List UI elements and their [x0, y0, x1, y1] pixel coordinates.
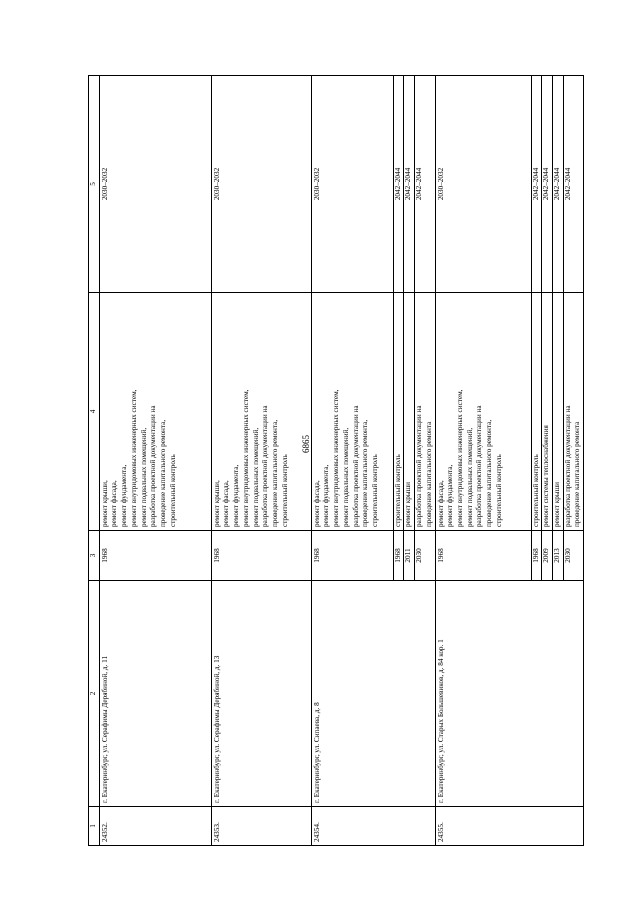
table-row	[435, 76, 531, 846]
works-cell	[435, 293, 531, 531]
column-header: 2	[89, 581, 100, 807]
work-item: ремонт фасада,	[110, 480, 119, 527]
address-cell: г. Екатеринбург, ул. Старых Большевиков, д. 84 кор. 1	[435, 581, 584, 807]
record-number: 24354.	[311, 807, 435, 846]
work-item: ремонт крыши,	[100, 480, 109, 527]
address-cell: г. Екатеринбург, ул. Серафимы Дерябиной, д. 13	[211, 581, 311, 807]
work-item: ремонт фундамента,	[120, 464, 129, 527]
header-row	[89, 76, 100, 846]
work-item: разработка проектной документации на	[261, 405, 270, 527]
period-cell: 2042–2044	[404, 76, 415, 293]
record-number: 24353.	[211, 807, 311, 846]
work-item: ремонт крыши	[553, 481, 562, 527]
period-cell: 2042–2044	[563, 76, 583, 293]
column-header: 1	[89, 807, 100, 846]
works-cell	[311, 293, 393, 531]
work-item: ремонт подвальных помещений,	[465, 427, 474, 527]
work-item: разработка проектной документации на	[149, 405, 158, 527]
year-cell: 2030	[563, 531, 583, 581]
period-cell: 2042–2044	[542, 76, 553, 293]
rotated-sheet	[88, 76, 588, 846]
column-header: 3	[89, 531, 100, 581]
works-cell	[542, 293, 553, 531]
address-cell: г. Екатеринбург, ул. Сипаева, д. 8	[311, 581, 435, 807]
period-cell: 2042–2044	[553, 76, 564, 293]
period-cell: 2042–2044	[415, 76, 435, 293]
work-item: строительный контроль	[280, 454, 289, 527]
year-cell: 1968	[311, 531, 393, 581]
record-number: 24352.	[99, 807, 211, 846]
column-header: 5	[89, 76, 100, 293]
work-item: строительный контроль	[531, 454, 540, 527]
period-cell: 2030–2032	[435, 76, 531, 293]
column-header: 4	[89, 293, 100, 531]
work-item: ремонт фундамента,	[232, 464, 241, 527]
work-item: ремонт системы теплоснабжения	[542, 425, 551, 527]
year-cell: 1968	[99, 531, 211, 581]
year-cell: 1968	[211, 531, 311, 581]
year-cell: 2030	[415, 531, 435, 581]
year-cell: 1968	[393, 531, 404, 581]
work-item: проведение капитального ремонта,	[271, 419, 280, 527]
work-item: проведение капитального ремонта	[573, 421, 582, 527]
period-cell: 2030–2032	[211, 76, 311, 293]
works-cell	[563, 293, 583, 531]
year-cell: 2013	[553, 531, 564, 581]
period-cell: 2030–2032	[99, 76, 211, 293]
work-item: ремонт внутридомовых инженерных систем,	[241, 389, 250, 527]
work-item: разработка проектной документации на	[415, 405, 424, 527]
table-row	[211, 76, 311, 846]
year-cell: 1968	[435, 531, 531, 581]
work-item: проведение капитального ремонта	[424, 421, 433, 527]
work-item: ремонт фасада,	[312, 480, 321, 527]
year-cell: 2011	[404, 531, 415, 581]
work-item: ремонт фасада,	[436, 480, 445, 527]
work-item: ремонт внутридомовых инженерных систем,	[456, 389, 465, 527]
work-item: строительный контроль	[168, 454, 177, 527]
work-item: ремонт крыши,	[212, 480, 221, 527]
work-item: строительный контроль	[371, 454, 380, 527]
work-item: ремонт фасада,	[222, 480, 231, 527]
table-row	[311, 76, 393, 846]
work-item: ремонт внутридомовых инженерных систем,	[129, 389, 138, 527]
work-item: ремонт подвальных помещений,	[341, 427, 350, 527]
repair-schedule-table	[88, 75, 584, 846]
work-item: проведение капитального ремонта,	[159, 419, 168, 527]
works-cell	[99, 293, 211, 531]
record-number: 24355.	[435, 807, 584, 846]
work-item: разработка проектной документации на	[475, 405, 484, 527]
work-item: ремонт внутридомовых инженерных систем,	[332, 389, 341, 527]
period-cell: 2042–2044	[531, 76, 542, 293]
work-item: проведение капитального ремонта,	[361, 419, 370, 527]
work-item: ремонт фундамента,	[446, 464, 455, 527]
year-cell: 1968	[531, 531, 542, 581]
work-item: строительный контроль	[494, 454, 503, 527]
works-cell	[531, 293, 542, 531]
work-item: ремонт фундамента,	[322, 464, 331, 527]
work-item: разработка проектной документации на	[351, 405, 360, 527]
works-cell	[415, 293, 435, 531]
work-item: ремонт крыши	[404, 481, 413, 527]
address-cell: г. Екатеринбург, ул. Серафимы Дерябиной, д. 11	[99, 581, 211, 807]
work-item: разработка проектной документации на	[563, 405, 572, 527]
period-cell: 2042–2044	[393, 76, 404, 293]
page-number: 6865	[301, 435, 311, 453]
table-row	[99, 76, 211, 846]
work-item: проведение капитального ремонта,	[485, 419, 494, 527]
year-cell: 2009	[542, 531, 553, 581]
work-item: строительный контроль	[393, 454, 402, 527]
work-item: ремонт подвальных помещений,	[251, 427, 260, 527]
work-item: ремонт подвальных помещений,	[139, 427, 148, 527]
works-cell	[404, 293, 415, 531]
works-cell	[211, 293, 311, 531]
works-cell	[553, 293, 564, 531]
works-cell	[393, 293, 404, 531]
period-cell: 2030–2032	[311, 76, 393, 293]
